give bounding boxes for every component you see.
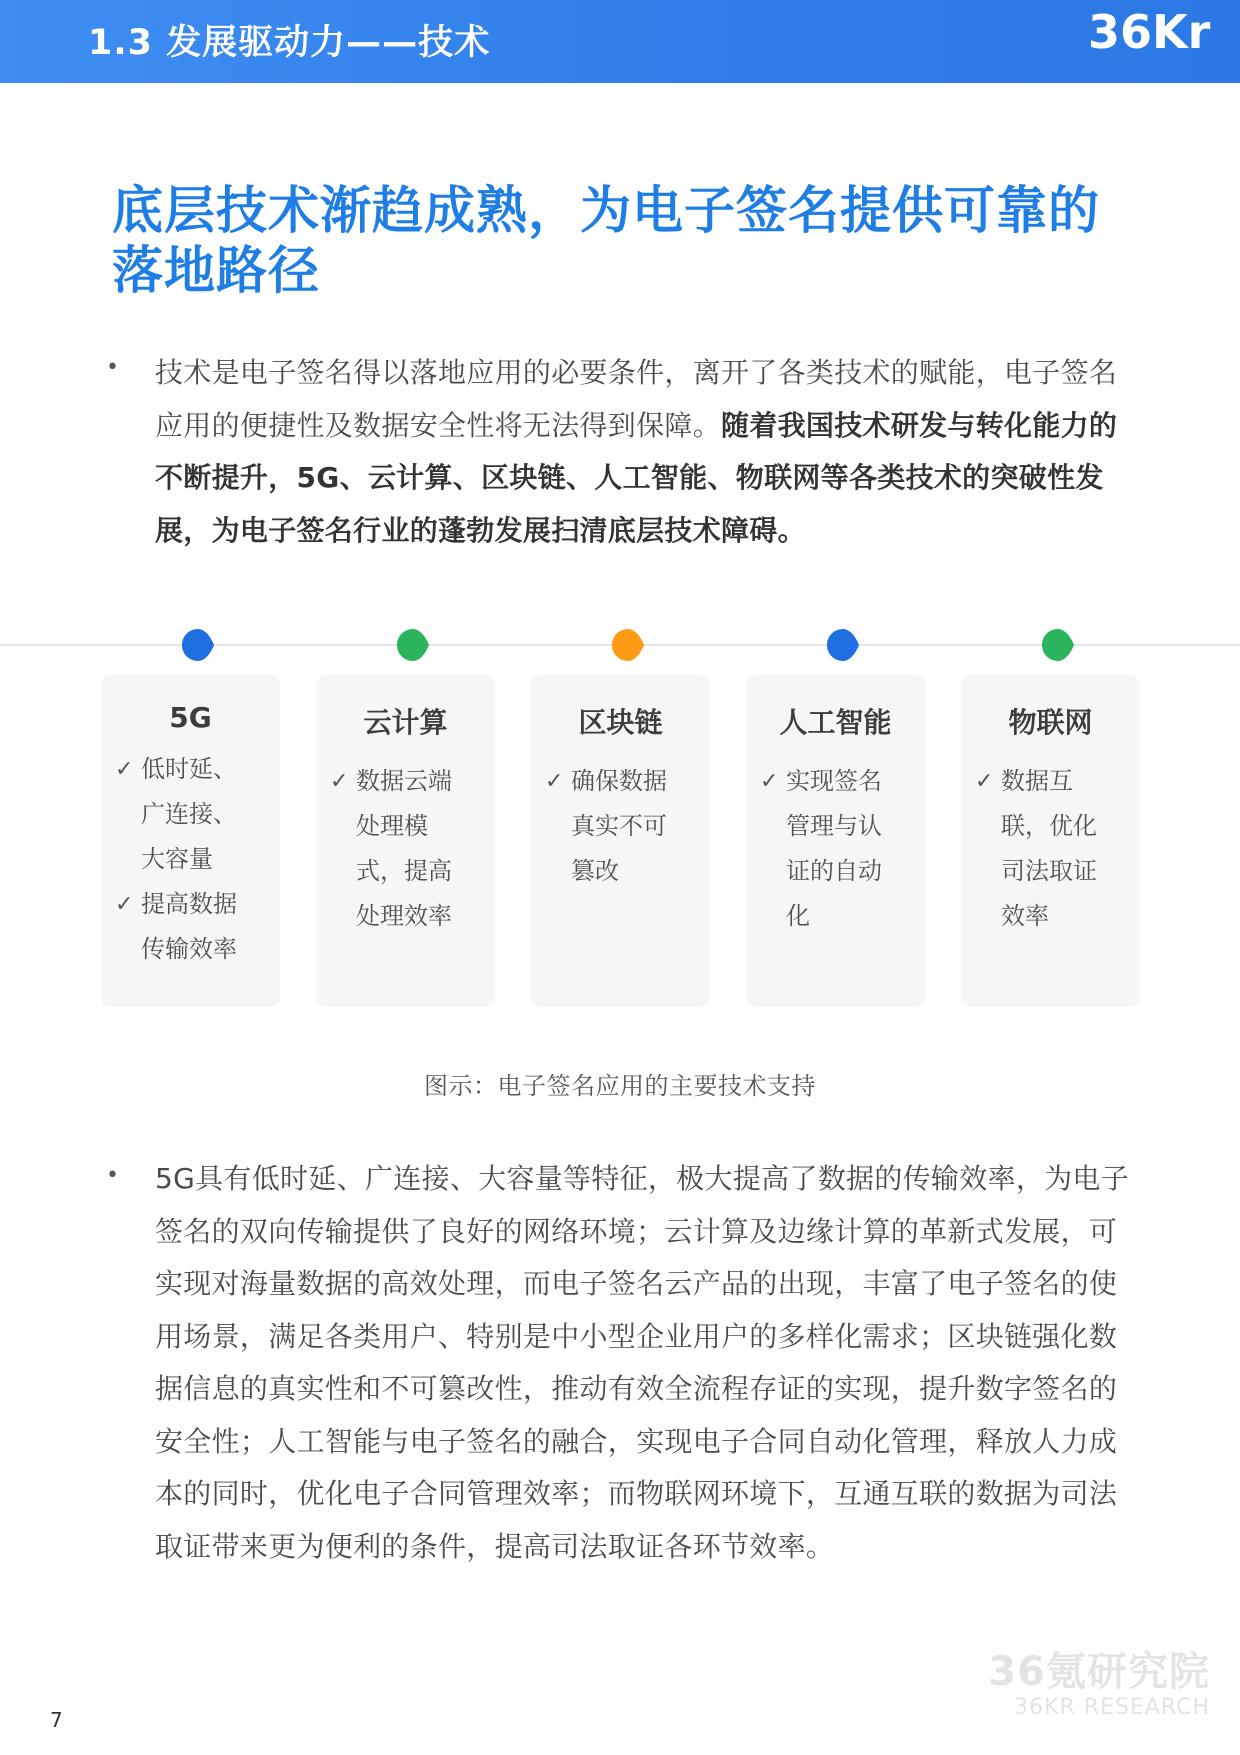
intro-bold-text: 随着我国技术研发与转化能力的不断提升，5G、云计算、区块链、人工智能、物联网等各类技术的突破性发展，为电子签名行业的蓬勃发展扫清底层技术障碍。 — [155, 408, 1118, 547]
tech-card-item — [975, 759, 1135, 939]
check-icon: ✓ — [115, 757, 134, 782]
36kr-logo — [1080, 0, 1240, 83]
figure-caption: 图示：电子签名应用的主要技术支持 — [424, 1072, 816, 1100]
tech-card-title: 区块链 — [578, 706, 663, 739]
tech-card-item-text: 确保数据真实不可篡改 — [571, 767, 667, 885]
check-icon: ✓ — [330, 769, 349, 794]
tech-card — [316, 675, 495, 1007]
timeline-marker-icon — [395, 627, 431, 663]
bullet-point: • — [106, 1163, 119, 1188]
check-icon: ✓ — [975, 769, 994, 794]
detail-paragraph: 5G具有低时延、广连接、大容量等特征，极大提高了数据的传输效率，为电子签名的双向传输提供了良好的网络环境；云计算及边缘计算的革新式发展，可实现对海量数据的高效处理，而电子签名云产品的出现，丰富了电子签名的使用场景，满足各类用户、特别是中小型企业用户的多样化需求；区块链强化数据信息的真实性和不可篡改性，推动有效全流程存证的实现，提升数字签名的安全性；人工智能与电子签名的融合，实现电子合同自动化管理，释放人力成本的同时，优化电子合同管理效率；而物联网环境下，互通互联的数据为司法取证带来更为便利的条件，提高司法取证各环节效率。 — [155, 1162, 1130, 1563]
tech-card-item-text: 实现签名管理与认证的自动化 — [786, 767, 882, 930]
svg-text:36Kr: 36Kr — [1088, 5, 1211, 59]
intro-text: 技术是电子签名得以落地应用的必要条件，离开了各类技术的赋能，电子签名应用的便捷性及数据安全性将无法得到保障。 — [155, 356, 1118, 442]
tech-card-title: 人工智能 — [779, 706, 892, 739]
watermark-title: 36氪研究院 — [988, 1649, 1210, 1695]
tech-card-item — [115, 747, 275, 882]
timeline-marker-icon — [825, 627, 861, 663]
page-number: 7 — [50, 1708, 63, 1732]
check-icon: ✓ — [545, 769, 564, 794]
timeline-marker-icon — [180, 627, 216, 663]
tech-card-title: 云计算 — [363, 706, 448, 739]
tech-card-item — [115, 882, 275, 972]
bullet-point: • — [106, 355, 119, 380]
tech-card-item-text: 数据云端处理模式，提高处理效率 — [356, 767, 452, 930]
section-title: 1.3 发展驱动力——技术 — [88, 23, 491, 63]
tech-card — [531, 675, 710, 1007]
tech-card — [101, 675, 280, 1007]
tech-card-item-text: 数据互联，优化司法取证效率 — [1001, 767, 1097, 930]
timeline-marker-icon — [1040, 627, 1076, 663]
tech-card-item — [330, 759, 490, 939]
tech-card-item — [545, 759, 705, 894]
watermark-subtitle: 36KR RESEARCH — [1014, 1695, 1210, 1720]
header-bar — [0, 0, 1240, 83]
tech-card-item-text: 低时延、广连接、大容量 — [141, 755, 237, 873]
tech-card-title: 物联网 — [1008, 706, 1093, 739]
headline: 底层技术渐趋成熟，为电子签名提供可靠的落地路径 — [112, 182, 1101, 301]
watermark — [988, 1650, 1210, 1722]
tech-card-title: 5G — [169, 701, 212, 734]
check-icon: ✓ — [760, 769, 779, 794]
timeline-marker-icon — [610, 627, 646, 663]
tech-card-item — [760, 759, 920, 939]
tech-card-item-text: 提高数据传输效率 — [141, 890, 237, 963]
check-icon: ✓ — [115, 892, 134, 917]
intro-paragraph — [155, 347, 1130, 557]
tech-card — [961, 675, 1140, 1007]
tech-card — [746, 675, 925, 1007]
